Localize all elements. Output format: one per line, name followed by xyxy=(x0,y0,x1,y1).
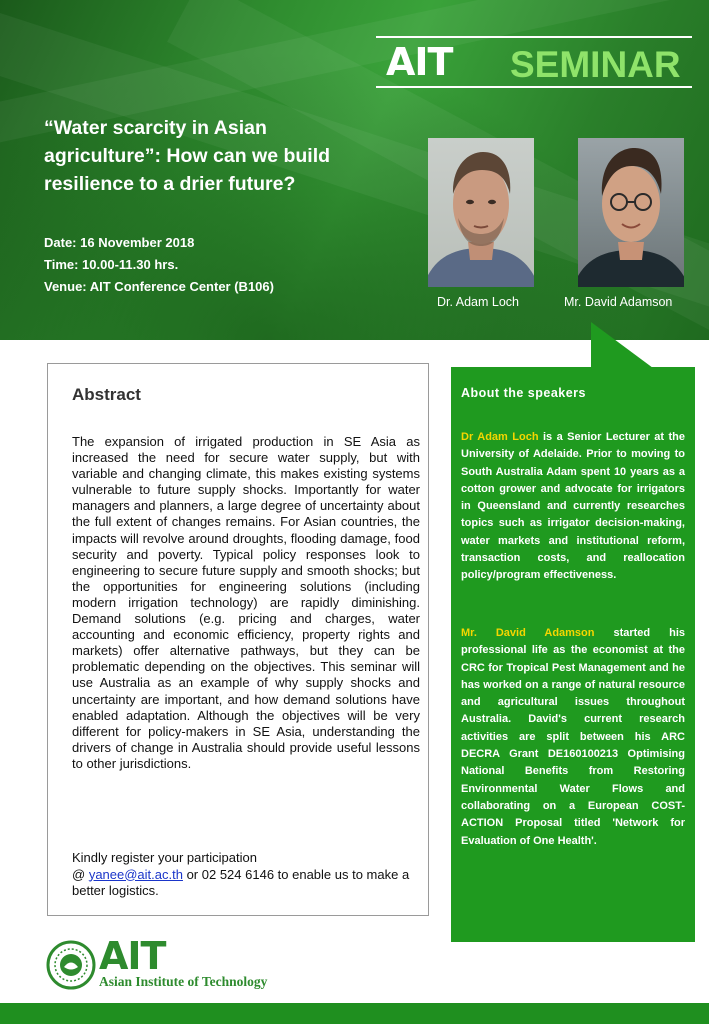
speaker-bio-loch xyxy=(461,429,685,585)
speaker-caption-loch: Dr. Adam Loch xyxy=(437,295,519,309)
header-ait-logo: AIT xyxy=(386,40,453,84)
footer-bar xyxy=(0,1003,709,1024)
registration-suffix: or 02 524 6146 to enable us to make a better logistics. xyxy=(72,866,410,898)
seminar-title-line: resilience to a drier future? xyxy=(44,173,296,195)
abstract-body: The expansion of irrigated production in SE Asia as increased the need for secure water supply, but with variable and changing climate, this makes existing systems vulnerable to future supply shocks. Importantly for water managers and planners, a large degree of uncertainty about the full extent of changes remains. For Asian countries, the impacts will revolve around droughts, flooding damage, food security and poverty. Typical policy responses look to engineering to secure future supply and smooth shocks; but the opportunities for engineering solutions (including modern irrigation technology) are rapidly diminishing. Demand solutions (e.g. pricing and charges, water accounting and economic efficiency, property rights and markets) offer alternative pathways, but they can be problematic depending on the objectives. This seminar will use Australia as an example of why supply shocks and uncertainty are important, and how demand solutions have enabled adaptation. Although the objectives will be very different for policy-makers in SE Asia, understanding the drivers of change in Australia should provide useful lessons to other jurisdictions. xyxy=(72,434,420,771)
ait-footer-logo xyxy=(46,934,286,996)
speaker-name-adamson: Mr. David Adamson xyxy=(461,627,595,639)
speaker-photo-loch xyxy=(428,138,534,287)
event-date: Date: 16 November 2018 xyxy=(44,235,195,250)
event-time: Time: 10.00-11.30 hrs. xyxy=(44,257,179,272)
about-speakers-heading: About the speakers xyxy=(461,386,587,400)
abstract-heading: Abstract xyxy=(72,385,141,404)
about-speakers-panel xyxy=(451,367,695,942)
speaker-bio-text: started his professional life as the economist at the CRC for Tropical Pest Management and he has worked on a range of natural resource and agricultural issues throughout Australia. David's current research activities are split between his ARC DECRA Grant DE160100213 Optimising National Benefits from Restoring Environmental Water Flows and collaborating on a European COST-ACTION Proposal titled 'Network for Evaluation of One Health'. xyxy=(461,627,686,847)
speech-pointer xyxy=(590,322,654,368)
speaker-photo-adamson xyxy=(578,138,684,287)
event-details xyxy=(44,232,374,298)
speaker-bio-text: is a Senior Lecturer at the University of Adelaide. Prior to moving to South Australia Adam spent 10 years as a cotton grower and advocate for irrigators in Queensland and currently researches topics such as irrigator decision-making, water markets and institutional reform, transaction costs, and reallocation policy/program effectiveness. xyxy=(461,431,686,582)
registration-line: Kindly register your participation xyxy=(72,850,257,865)
seminar-title xyxy=(44,114,424,198)
registration-email-link[interactable]: yanee@ait.ac.th xyxy=(88,866,183,882)
registration-note xyxy=(72,850,420,900)
ait-institute-name: Asian Institute of Technology xyxy=(99,974,268,989)
header-banner xyxy=(0,0,709,340)
seminar-title-line: agriculture”: How can we build xyxy=(44,145,331,167)
event-venue: Venue: AIT Conference Center (B106) xyxy=(44,279,274,294)
speaker-bio-adamson xyxy=(461,625,685,850)
registration-prefix: @ xyxy=(72,866,89,882)
seminar-title-line: “Water scarcity in Asian xyxy=(44,117,267,139)
ait-seal-icon xyxy=(46,940,96,990)
header-seminar-label: SEMINAR xyxy=(510,44,681,85)
speaker-name-loch: Dr Adam Loch xyxy=(461,431,539,443)
seminar-header xyxy=(376,36,692,88)
ait-logo-wordmark: AIT xyxy=(99,934,166,978)
speaker-caption-adamson: Mr. David Adamson xyxy=(564,295,673,309)
registration-contact xyxy=(72,867,420,900)
abstract-panel xyxy=(47,363,429,916)
